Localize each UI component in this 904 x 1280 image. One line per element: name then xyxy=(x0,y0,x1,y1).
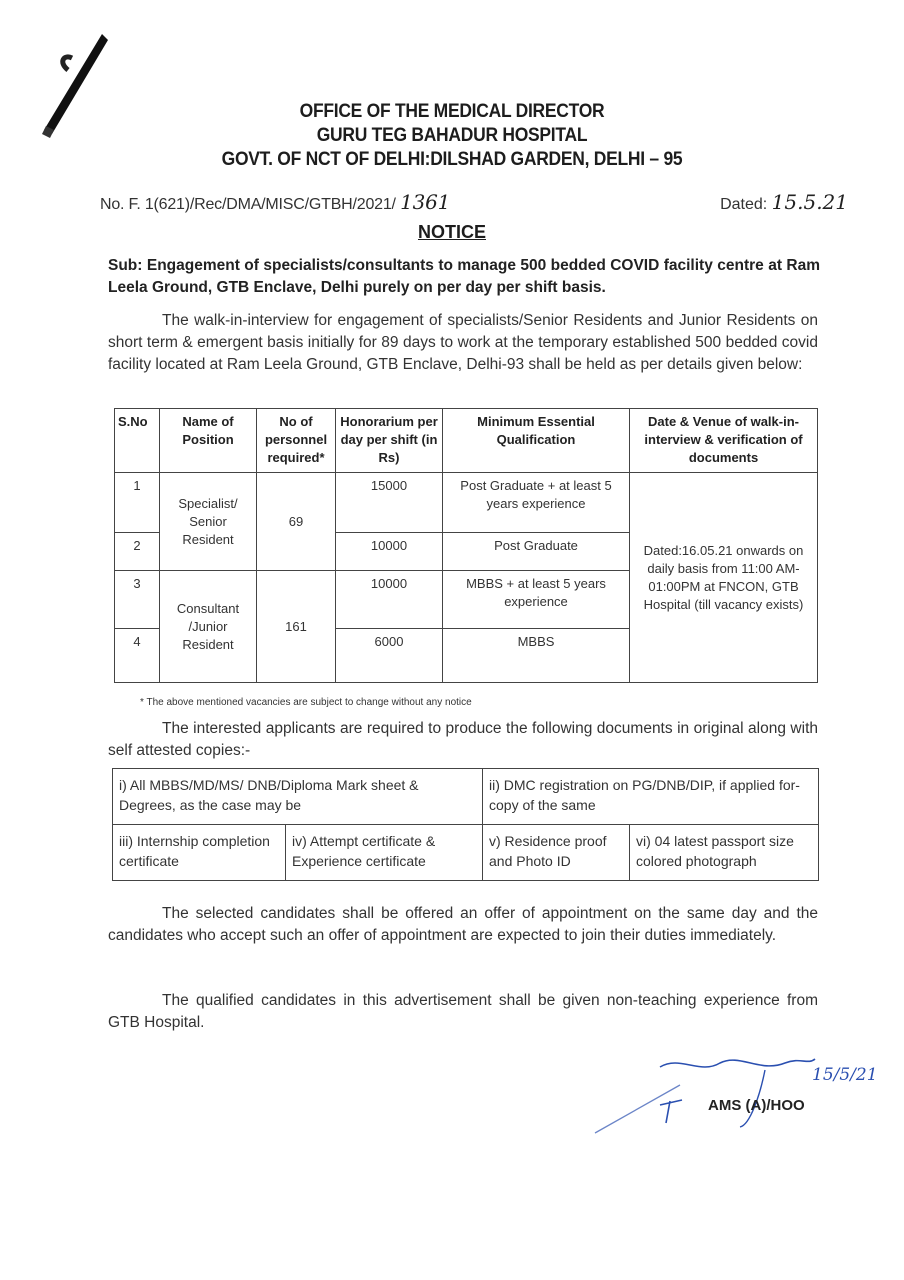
document-item: iii) Internship completion certificate xyxy=(113,825,286,881)
positions-table xyxy=(114,408,818,683)
cell-honorarium: 6000 xyxy=(336,629,443,683)
cell-qualification: MBBS + at least 5 years experience xyxy=(443,571,630,629)
cell-position: Specialist/ Senior Resident xyxy=(160,473,257,571)
cell-position: Consultant /Junior Resident xyxy=(160,571,257,683)
cell-sno: 4 xyxy=(115,629,160,683)
table-row xyxy=(115,473,818,533)
letterhead-address: GOVT. OF NCT OF DELHI:DILSHAD GARDEN, DELHI – 95 xyxy=(221,149,683,170)
experience-paragraph: The qualified candidates in this advertisement shall be given non-teaching experience from GTB Hospital. xyxy=(108,992,818,1031)
cell-sno: 1 xyxy=(115,473,160,533)
reference-number: No. F. 1(621)/Rec/DMA/MISC/GTBH/2021/ 1361 xyxy=(100,190,451,214)
letterhead-hospital: GURU TEG BAHADUR HOSPITAL xyxy=(316,125,588,146)
cell-qualification: Post Graduate xyxy=(443,533,630,571)
letterhead-office: OFFICE OF THE MEDICAL DIRECTOR xyxy=(299,101,605,122)
subject-line: Sub: Engagement of specialists/consultants to manage 500 bedded COVID facility centre at Ram Leela Ground, GTB Enclave, Delhi purely on per day per shift basis. xyxy=(108,257,820,296)
documents-table xyxy=(112,768,819,881)
cell-sno: 3 xyxy=(115,571,160,629)
document-item: ii) DMC registration on PG/DNB/DIP, if applied for-copy of the same xyxy=(483,769,819,825)
cell-personnel: 69 xyxy=(257,473,336,571)
col-venue: Date & Venue of walk-in-interview & verification of documents xyxy=(630,409,818,473)
col-sno: S.No xyxy=(115,409,160,473)
cell-honorarium: 10000 xyxy=(336,533,443,571)
col-honorarium: Honorarium per day per shift (in Rs) xyxy=(336,409,443,473)
signature-designation: AMS (A)/HOO xyxy=(708,1097,805,1114)
document-item: vi) 04 latest passport size colored photograph xyxy=(630,825,819,881)
notice-title: NOTICE xyxy=(417,222,486,242)
signature-scribble xyxy=(590,1045,880,1140)
handwritten-date: 15.5.21 xyxy=(771,190,848,214)
document-item: iv) Attempt certificate & Experience certificate xyxy=(286,825,483,881)
col-personnel: No of personnel required* xyxy=(257,409,336,473)
col-qualification: Minimum Essential Qualification xyxy=(443,409,630,473)
footnote: * The above mentioned vacancies are subject to change without any notice xyxy=(140,697,472,708)
signature-block xyxy=(590,1045,880,1140)
table-row xyxy=(113,769,819,825)
table-row xyxy=(113,825,819,881)
documents-intro: The interested applicants are required to produce the following documents in original along with self attested copies:- xyxy=(108,720,818,759)
letterhead xyxy=(0,100,904,172)
cell-sno: 2 xyxy=(115,533,160,571)
document-item: v) Residence proof and Photo ID xyxy=(483,825,630,881)
cell-personnel: 161 xyxy=(257,571,336,683)
signature-date: 15/5/21 xyxy=(812,1065,878,1085)
cell-honorarium: 15000 xyxy=(336,473,443,533)
cell-qualification: Post Graduate + at least 5 years experience xyxy=(443,473,630,533)
cell-venue: Dated:16.05.21 onwards on daily basis from 11:00 AM-01:00PM at FNCON, GTB Hospital (till vacancy exists) xyxy=(630,473,818,683)
col-position: Name of Position xyxy=(160,409,257,473)
cell-honorarium: 10000 xyxy=(336,571,443,629)
selection-paragraph: The selected candidates shall be offered an offer of appointment on the same day and the candidates who accept such an offer of appointment are expected to join their duties immediately. xyxy=(108,905,818,944)
intro-paragraph: The walk-in-interview for engagement of specialists/Senior Residents and Junior Residents on short term & emergent basis initially for 89 days to work at the temporary established 500 bedded covid facility located at Ram Leela Ground, GTB Enclave, Delhi-93 shall be held as per details given below: xyxy=(108,312,818,373)
cell-qualification: MBBS xyxy=(443,629,630,683)
handwritten-number: 1361 xyxy=(400,190,451,214)
document-item: i) All MBBS/MD/MS/ DNB/Diploma Mark sheet & Degrees, as the case may be xyxy=(113,769,483,825)
dated: Dated: 15.5.21 xyxy=(720,190,848,214)
table-header-row xyxy=(115,409,818,473)
